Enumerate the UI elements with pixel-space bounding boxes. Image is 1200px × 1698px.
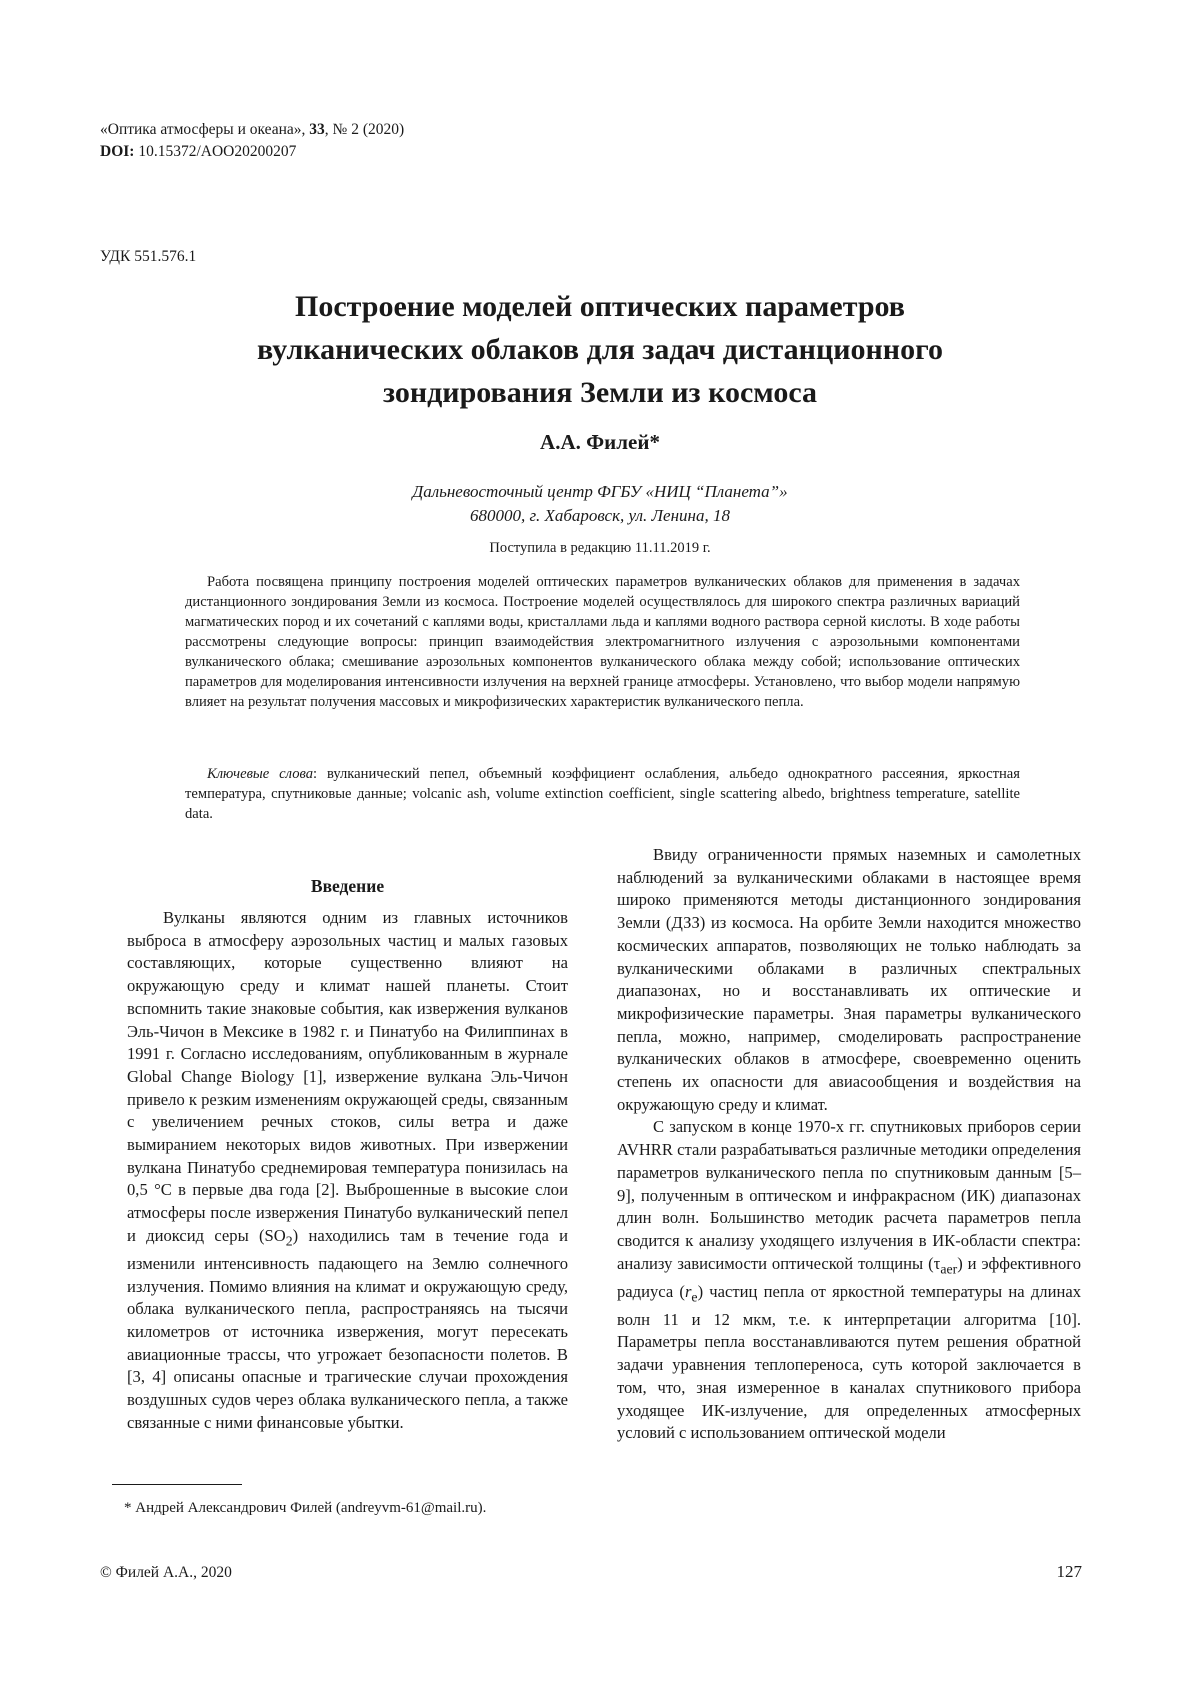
keywords-label: Ключевые слова xyxy=(207,766,314,782)
journal-name: «Оптика атмосферы и океана», xyxy=(100,121,310,138)
journal-issue: , № 2 (2020) xyxy=(324,121,405,138)
doi-label: DOI: xyxy=(100,143,135,160)
section-heading-introduction: Введение xyxy=(310,876,385,896)
doi-line xyxy=(100,143,296,161)
affiliation xyxy=(0,480,1200,528)
author-name: А.А. Филей* xyxy=(540,430,660,454)
paragraph: С запуском в конце 1970-х гг. спутниковых приборов серии AVHRR стали разрабатываться различные методики определения параметров вулканического пепла по спутниковым данным [5–9], полученным в оптическом и инфракрасном (ИК) диапазонах длин волн. Большинство методик расчета параметров пепла сводится к анализу уходящего излучения в ИК-области спектра: анализу зависимости оптической толщины $(\tau_{aer})$ и эффективного радиуса $(r_e)$ частиц пепла от яркостной температуры на длинах волн 11 и 12 мкм, т.е. к интерпретации алгоритма [10]. Параметры пепла восстанавливаются путем решения обратной задачи уравнения теплопереноса, суть которой заключается в том, что, зная измеренное в каналах спутникового прибора уходящее ИК-излучение, для определенных атмосферных условий с использованием оптической модели xyxy=(617,1117,1081,1443)
article-title xyxy=(120,285,1080,414)
title-line: зондирования Земли из космоса xyxy=(382,376,818,409)
keywords-text: : вулканический пепел, объемный коэффициент ослабления, альбедо однократного рассеяния, яркостная температура, спутниковые данные; volcanic ash, volume extinction coefficient, single scattering albedo, brightness temperature, satellite data. xyxy=(185,766,1020,822)
title-line: вулканических облаков для задач дистанционного xyxy=(257,333,943,366)
affiliation-line: 680000, г. Хабаровск, ул. Ленина, 18 xyxy=(470,506,730,525)
copyright: © Филей А.А., 2020 xyxy=(100,1564,232,1581)
received-date: Поступила в редакцию 11.11.2019 г. xyxy=(489,540,711,556)
doi-value: 10.15372/AOO20200207 xyxy=(134,143,297,160)
footnote: * Андрей Александрович Филей (andreyvm-61@mail.ru). xyxy=(124,1500,487,1516)
abstract: Работа посвящена принципу построения моделей оптических параметров вулканических облаков для применения в задачах дистанционного зондирования Земли из космоса. Построение моделей осуществлялось для широкого спектра различных вариаций магматических пород и их сочетаний с каплями воды, кристаллами льда и каплями водного раствора серной кислоты. В ходе работы рассмотрены следующие вопросы: принцип взаимодействия электромагнитного излучения с аэрозольными компонентами вулканического облака; смешивание аэрозольных компонентов вулканического облака между собой; использование оптических параметров для моделирования интенсивности излучения на верхней границе атмосферы. Установлено, что выбор модели напрямую влияет на результат получения массовых и микрофизических характеристик вулканического пепла. xyxy=(185,574,1020,710)
right-column xyxy=(617,844,1081,1445)
footnote-divider xyxy=(112,1484,242,1485)
udk-code: УДК 551.576.1 xyxy=(100,248,197,265)
journal-volume: 33 xyxy=(309,121,325,138)
journal-citation xyxy=(100,118,404,141)
keywords xyxy=(185,764,1020,824)
paragraph: Ввиду ограниченности прямых наземных и самолетных наблюдений за вулканическими облаками в настоящее время широко применяются методы дистанционного зондирования Земли (ДЗЗ) из космоса. На орбите Земли находится множество космических аппаратов, позволяющих не только наблюдать за вулканическими облаками в различных спектральных диапазонах, но и восстанавливать их оптические и микрофизические параметры. Зная параметры вулканического пепла, можно, например, смоделировать распространение вулканических облаков в атмосфере, своевременно оценить степень их опасности для авиасообщения и воздействия на окружающую среду и климат. xyxy=(617,845,1081,1114)
paragraph: Вулканы являются одним из главных источников выброса в атмосферу аэрозольных частиц и малых газовых составляющих, которые существенно влияют на окружающую среду и климат нашей планеты. Стоит вспомнить такие знаковые события, как извержения вулканов Эль-Чичон в Мексике в 1982 г. и Пинатубо на Филиппинах в 1991 г. Согласно исследованиям, опубликованным в журнале Global Change Biology [1], извержение вулкана Эль-Чичон привело к резким изменениям окружающей среды, связанным с увеличением речных стоков, силы ветра и даже вымиранием некоторых видов животных. При извержении вулкана Пинатубо среднемировая температура понизилась на 0,5 °C в первые два года [2]. Выброшенные в высокие слои атмосферы после извержения Пинатубо вулканический пепел и диоксид серы $(SO_2)$ находились там в течение года и изменили интенсивность падающего на Землю солнечного излучения. Помимо влияния на климат и окружающую среду, облака вулканического пепла, распространяясь на тысячи километров от источника извержения, могут пересекать авиационные трассы, что угрожает безопасности полетов. В [3, 4] описаны опасные и трагические случаи прохождения воздушных судов через облака вулканического пепла, а также связанные с ними финансовые убытки. xyxy=(127,908,569,1432)
title-line: Построение моделей оптических параметров xyxy=(295,290,905,323)
left-column xyxy=(127,875,568,1434)
affiliation-line: Дальневосточный центр ФГБУ «НИЦ “Планета”» xyxy=(412,482,788,501)
page-number: 127 xyxy=(1056,1562,1082,1581)
